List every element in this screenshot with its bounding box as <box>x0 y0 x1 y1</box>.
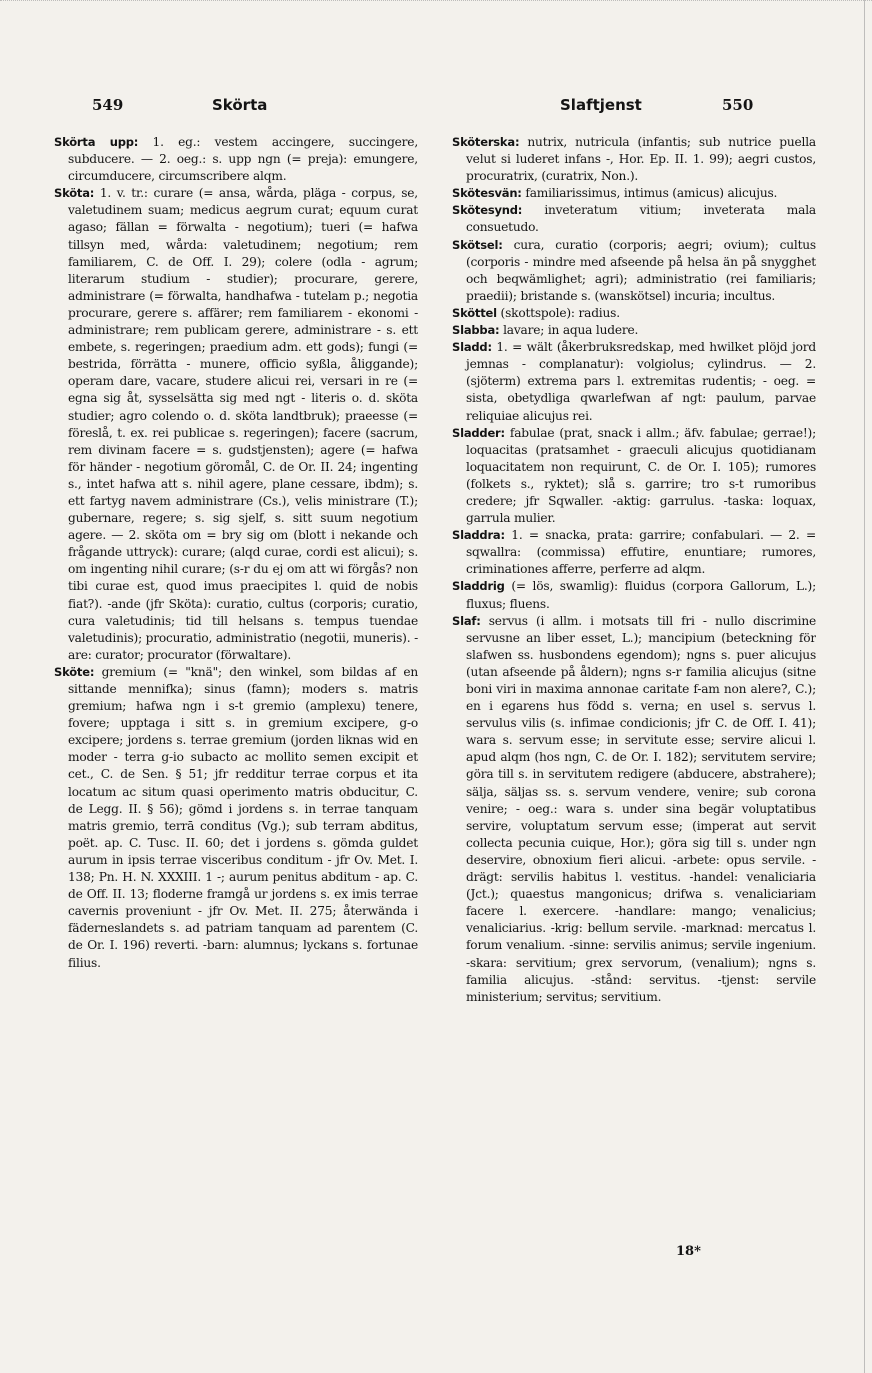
definition: cura, curatio (corporis; aegri; ovium); cultus (corporis - mindre med afseende på helsa än på snygghet och beqwämlighet; agri); administratio (rei familiaris; praedii); bristande s. (wanskötsel) incuria; incultus. <box>466 237 816 303</box>
entry <box>452 134 816 185</box>
definition: 1. v. tr.: curare (= ansa, wårda, pläga - corpus, se, valetudinem suam; medicus aegrum curat; equum curat agaso; fällan = förwalta - negotium); tueri (= hafwa tillsyn med, wårda: valetudinem; negotium; rem familiarem, C. de Off. I. 29); colere (odla - agrum; literarum studium - studier); procurare, gerere, administrare (= förwalta, handhafwa - tutelam p.; negotia procurare, gerere s. affärer; rem familiarem - ekonomi - administrare; rem publicam gerere, administrare - s. ett embete, s. regeringen; praedium adm. ett gods); fungi (= bestrida, förrätta - munere, officio syßla, åliggande); operam dare, vacare, studere alicui rei, versari in re (= egna sig åt, sysselsätta sig med ngt - literis o. d. sköta studier; agro colendo o. d. sköta landtbruk); praeesse (= föreslå, t. ex. rei publicae s. regeringen); facere (sacrum, rem divinam facere = s. gudstjensten); agere (= hafwa för händer - negotium göromål, C. de Or. II. 24; ingenting s., intet hafwa att s. nihil agere, plane cessare, ibdm); s. ett fartyg navem administrare (Cs.), velis ministrare (T.); gubernare, regere; s. sig sjelf, s. sitt suum negotium agere. — 2. sköta om = bry sig om (blott i nekande och frågande uttryck): curare; (alqd curae, cordi est alicui); s. om ingenting nihil curare; (s-r du ej om att wi förgås? non tibi curae est, quod imus praecipites l. quid de nobis fiat?). -ande (jfr Sköta): curatio, cultus (corporis; curatio, cura valetudinis; tid till helsans s. tempus tuendae valetudinis); procuratio, administratio (negotii, muneris). -are: curator; procurator (förwaltare). <box>68 186 418 662</box>
headword: Sladdrig <box>452 579 505 594</box>
right-page-number: 550 <box>722 96 754 114</box>
signature-mark: 18* <box>676 1244 701 1259</box>
headword: Skörta upp: <box>54 135 139 149</box>
definition: (= lös, swamlig): fluidus (corpora Gallorum, L.); fluxus; fluens. <box>466 579 816 611</box>
entry <box>452 202 816 236</box>
right-guide-word: Slaftjenst <box>560 96 642 114</box>
entry <box>452 185 816 202</box>
entry <box>54 185 418 664</box>
definition: nutrix, nutricula (infantis; sub nutrice puella velut si luderet infans -, Hor. Ep. II. 1. 99); aegri custos, procuratrix, (curatrix, Non.). <box>466 135 816 184</box>
entry <box>452 425 816 528</box>
headword: Skötesvän: <box>452 186 522 201</box>
entry <box>452 527 816 578</box>
headword: Sköterska: <box>452 135 520 149</box>
definition: lavare; in aqua ludere. <box>499 323 639 338</box>
right-column <box>452 134 816 1274</box>
entry <box>452 578 816 612</box>
entry <box>54 134 418 185</box>
definition: (skottspole): radius. <box>496 305 620 320</box>
entry <box>452 613 816 1006</box>
headword: Sladdra: <box>452 528 505 543</box>
entry <box>452 305 816 322</box>
headword: Slabba: <box>452 323 500 338</box>
entry <box>452 322 816 339</box>
left-page-number: 549 <box>92 96 124 114</box>
definition: 1. = snacka, prata: garrire; confabulari. — 2. = sqwallra: (commissa) effutire, enuntiare; rumores, criminationes afferre, perferre ad alqm. <box>466 528 816 577</box>
headword: Sköttel <box>452 305 497 320</box>
definition: familiarissimus, intimus (amicus) alicujus. <box>521 186 778 201</box>
top-edge-marks <box>0 0 872 7</box>
left-guide-word: Skörta <box>212 96 268 114</box>
definition: 1. eg.: vestem accingere, succingere, subducere. — 2. oeg.: s. upp ngn (= preja): emungere, circumducere, circumscribere alqm. <box>68 135 418 184</box>
left-column <box>54 134 418 1274</box>
running-header <box>0 96 872 122</box>
definition: servus (i allm. i motsats till fri - nullo discrimine servusne an liber esset, L.); mancipium (beteckning för slafwen ss. husbondens egendom); ngns s. puer alicujus (utan afseende på åldern); ngns s-r familia alicujus (sitne boni viri in maxima annonae caritate f-am non alere?, C.); en i egarens hus född s. verna; en usel s. servus l. servulus vilis (s. infimae condicionis; jfr C. de Off. I. 41); wara s. servum esse; in servitute esse; servire alicui l. apud alqm (hos ngn, C. de Or. I. 182); servitutem servire; göra till s. in servitutem redigere (abducere, abstrahere); sälja, säljas ss. s. servum vendere, venire; sub corona venire; - oeg.: wara s. under sina begär voluptatibus servire, voluptatum servum esse; (imperat aut servit collecta pecunia cuique, Hor.); göra sig till s. under ngn deservire, obnoxium fieri alicui. -arbete: opus servile. -drägt: servilis habitus l. vestitus. -handel: venaliciaria (Jct.); quaestus mangonicus; drifwa s. venaliciariam facere l. exercere. -handlare: mango; venalicius; venaliciarius. -krig: bellum servile. -marknad: mercatus l. forum venalium. -sinne: servilis animus; servile ingenium. -skara: servitium; grex servorum, (venalium); ngns s. familia alicujus. -stånd: servitus. -tjenst: servile ministerium; servitus; servitium. <box>466 613 816 1004</box>
definition: fabulae (prat, snack i allm.; äfv. fabulae; gerrae!); loquacitas (pratsamhet - graeculi alicujus quotidianam loquacitatem non requirunt, C. de Or. I. 105); rumores (folkets s., ryktet); slå s. garrire; tro s-t rumoribus credere; jfr Sqwaller. -aktig: garrulus. -taska: loquax, garrula mulier. <box>466 425 816 526</box>
definition: gremium (= "knä"; den winkel, som bildas af en sittande mennifka); sinus (famn); moders s. matris gremium; hafwa ngn i s-t gremio (amplexu) tenere, fovere; upptaga i sitt s. in gremium excipere, g-o excipere; jordens s. terrae gremium (jorden liknas wid en moder - terra g-io subacto ac mollito semen excipit et cet., C. de Sen. § 51; jfr redditur terrae corpus et ita locatum ac situm quasi operimento matris obducitur, C. de Legg. II. § 56); gömd i jordens s. in terrae tanquam matris gremio, terrā conditus (Vg.); sub terram abditus, poët. ap. C. Tusc. II. 60; det i jordens s. gömda guldet aurum in ipsis terrae visceribus conditum - jfr Ov. Met. I. 138; Pn. H. N. XXXIII. 1 -; aurum penitus abditum - ap. C. de Off. II. 13; floderne framgå ur jordens s. ex imis terrae cavernis proveniunt - jfr Ov. Met. II. 275; återwända i fäderneslandets s. ad patriam tanquam ad parentem (C. de Or. I. 196) reverti. -barn: alumnus; lyckans s. fortunae filius. <box>68 664 418 970</box>
headword: Sköte: <box>54 664 95 679</box>
headword: Slaf: <box>452 613 481 628</box>
entry <box>452 237 816 305</box>
right-edge-line <box>864 0 865 1373</box>
definition: 1. = wält (åkerbruksredskap, med hwilket plöjd jord jemnas - complanatur): volgiolus; cylindrus. — 2. (sjöterm) extrema pars l. extremitas rudentis; - oeg. = sista, obetydliga qwarlefwan af ngt: paulum, parvae reliquiae alicujus rei. <box>466 340 816 423</box>
headword: Sladd: <box>452 340 492 355</box>
headword: Sköta: <box>54 186 95 201</box>
entry <box>54 664 418 972</box>
entry <box>452 339 816 424</box>
definition: inveteratum vitium; inveterata mala consuetudo. <box>466 203 816 235</box>
headword: Sladder: <box>452 425 505 440</box>
headword: Skötsel: <box>452 237 503 252</box>
headword: Skötesynd: <box>452 203 523 218</box>
